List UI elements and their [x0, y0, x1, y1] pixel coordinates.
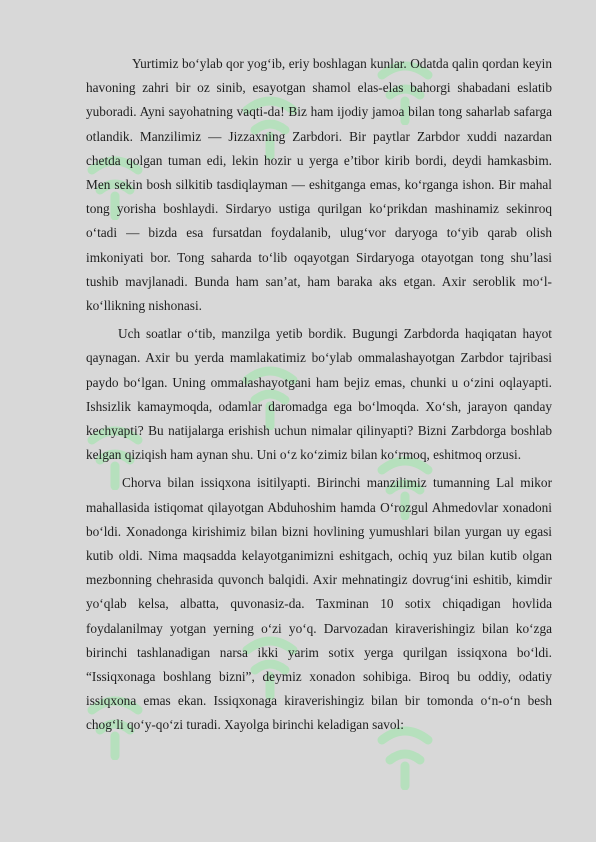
paragraph-1: Yurtimiz bo‘ylab qor yog‘ib, eriy boshlagan kunlar. Odatda qalin qordan keyin havoning zahri bir oz sinib, esayotgan shamol elas-elas bahorgi shabadani eslatib yuboradi. Ayni sayohatning vaqti-da! Biz ham ijodiy jamoa bilan tong saharlab safarga otlandik. Manzilimiz — Jizzaxning Zarbdori. Bir paytlar Zarbdor xuddi nazardan chetda qolgan tuman edi, lekin hozir u yerga e’tibor kirib bordi, deydi hamkasbim. Men sekin bosh silkitib tasdiqlayman — eshitganga emas, ko‘rganga ishon. Bir mahal tong yorisha boshlaydi. Sirdaryo ustiga qurilgan ko‘prikdan mashinamiz sekinroq o‘tadi — bizda esa fursatdan foydalanib, ulug‘vor daryoga to‘yib qarab olish imkoniyati bor. Tong saharda to‘lib oqayotgan Sirdaryoga otayotgan tong shu’lasi tushib mavjlanadi. Bunda ham san’at, ham baraka aks etgan. Axir seroblik mo‘l-ko‘llikning nishonasi.	[86, 56, 552, 314]
document-body	[86, 52, 552, 742]
paragraph-2: Uch soatlar o‘tib, manzilga yetib bordik. Bugungi Zarbdorda haqiqatan hayot qaynagan. Axir bu yerda mamlakatimiz bo‘ylab ommalashayotgan Zarbdor tajribasi paydo bo‘lgan. Uning ommalashayotgani ham bejiz emas, chunki u o‘zini oqlayapti. Ishsizlik kamaymoqda, odamlar daromadga ega bo‘lmoqda. Xo‘sh, jarayon qanday kechyapti? Bu natijalarga erishish uchun nimalar qilinyapti? Bizni Zarbdorga boshlab kelgan qiziqish ham aynan shu. Uni o‘z ko‘zimiz bilan ko‘rmoq, eshitmoq orzusi.	[86, 326, 552, 463]
paragraph-3: Chorva bilan issiqxona isitilyapti. Birinchi manzilimiz tumanning Lal mikor mahallasida istiqomat qilayotgan Abduhoshim hamda O‘rozgul Ahmedovlar xonadoni bo‘ldi. Xonadonga kirishimiz bilan bizni hovlining yumushlari bilan yurgan uy egasi kutib oldi. Nima maqsadda kelayotganimizni eshitgach, ochiq yuz bilan kutib olgan mezbonning chehrasida quvonch balqidi. Axir mehnatingiz dovrug‘ini eshitib, kimdir yo‘qlab kelsa, albatta, quvonasiz-da. Taxminan 10 sotix chiqadigan hovlida foydalanilmay yotgan yerning o‘zi yo‘q. Darvozadan kiraverishingiz bilan ko‘zga birinchi tashlanadigan narsa ikki yarim sotix yerga qurilgan issiqxona bo‘ldi. “Issiqxonaga boshlang bizni”, deymiz xonadon sohibiga. Biroq bu oddiy, odatiy issiqxona emas ekan. Issiqxonaga kiraverishingiz bilan bir tomonda o‘n-o‘n besh chog‘li qo‘y-qo‘zi turadi. Xayolga birinchi keladigan savol:	[86, 475, 552, 733]
